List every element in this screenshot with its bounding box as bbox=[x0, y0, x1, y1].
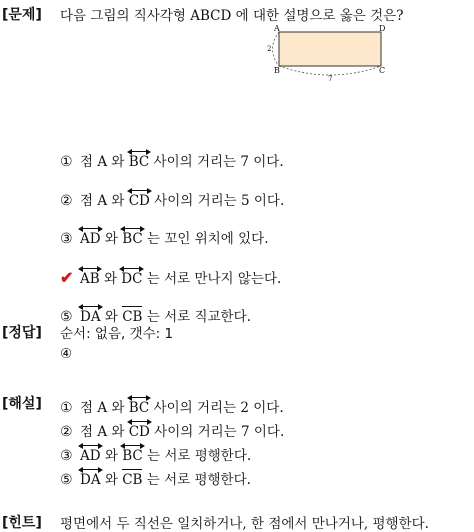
item-post: 는 서로 만나지 않는다. bbox=[142, 271, 282, 287]
item-post: 는 서로 평행한다. bbox=[142, 448, 252, 464]
segment-notation: DA bbox=[80, 472, 101, 488]
segment-notation: CB bbox=[122, 472, 142, 488]
left-side-arc bbox=[273, 32, 280, 66]
segment-notation: AD bbox=[80, 448, 101, 464]
item-mid: 사이의 거리는 2 이다. bbox=[149, 400, 284, 416]
segment-notation: BC bbox=[129, 154, 150, 170]
explanation-line bbox=[60, 468, 251, 488]
segment-notation: AB bbox=[80, 271, 100, 287]
item-marker: ② bbox=[60, 424, 73, 440]
hint-tag: [힌트] bbox=[2, 515, 42, 531]
rectangle-figure bbox=[260, 20, 390, 82]
vertex-b-label: B bbox=[274, 66, 280, 75]
explanation-line bbox=[60, 444, 251, 464]
explanation-line bbox=[60, 396, 284, 416]
item-marker: ⑤ bbox=[60, 309, 73, 325]
answer-tag: [정답] bbox=[2, 325, 42, 341]
segment-notation: AD bbox=[80, 231, 101, 247]
bottom-side-arc bbox=[279, 66, 381, 75]
item-marker: ⑤ bbox=[60, 472, 73, 488]
item-marker: ① bbox=[60, 400, 73, 416]
explanation-tag: [해설] bbox=[2, 396, 42, 412]
item-mid: 사이의 거리는 7 이다. bbox=[149, 424, 285, 440]
item-marker: ② bbox=[60, 193, 73, 209]
side-left-label: 2 bbox=[267, 45, 272, 53]
item-mid: 와 bbox=[100, 448, 123, 464]
item-pre: 점 A 와 bbox=[80, 400, 129, 416]
option-item[interactable] bbox=[60, 227, 269, 247]
item-mid: 와 bbox=[100, 231, 123, 247]
explanation-line bbox=[60, 420, 284, 440]
item-pre: 점 A 와 bbox=[80, 424, 129, 440]
hint-text: 평면에서 두 직선은 일치하거나, 한 점에서 만나거나, 평행한다. bbox=[60, 516, 429, 532]
item-mid: 와 bbox=[100, 309, 123, 325]
problem-tag: [문제] bbox=[2, 7, 42, 23]
option-item[interactable] bbox=[60, 267, 281, 287]
option-item[interactable] bbox=[60, 150, 284, 170]
check-icon: ✔ bbox=[60, 268, 74, 287]
item-marker: ③ bbox=[60, 231, 73, 247]
item-pre: 점 A 와 bbox=[80, 154, 129, 170]
item-post: 는 꼬인 위치에 있다. bbox=[142, 231, 269, 247]
segment-notation: CD bbox=[129, 424, 150, 440]
item-marker: ① bbox=[60, 154, 73, 170]
item-mid: 사이의 거리는 5 이다. bbox=[149, 193, 285, 209]
item-marker: ③ bbox=[60, 448, 73, 464]
answer-line2: ④ bbox=[60, 346, 73, 362]
option-item[interactable] bbox=[60, 189, 284, 209]
item-post: 는 서로 평행한다. bbox=[142, 472, 251, 488]
item-mid: 사이의 거리는 7 이다. bbox=[149, 154, 284, 170]
item-mid: 와 bbox=[100, 472, 123, 488]
vertex-d-label: D bbox=[379, 24, 386, 33]
rectangle-abcd bbox=[279, 32, 381, 66]
question-text: 다음 그림의 직사각형 ABCD 에 대한 설명으로 옳은 것은? bbox=[60, 8, 404, 24]
answer-line1: 순서: 없음, 갯수: 1 bbox=[60, 326, 174, 342]
side-bottom-label: 7 bbox=[328, 75, 333, 82]
item-mid: 와 bbox=[99, 271, 122, 287]
segment-notation: CD bbox=[129, 193, 150, 209]
segment-notation: DC bbox=[121, 271, 142, 287]
item-pre: 점 A 와 bbox=[80, 193, 129, 209]
segment-notation: BC bbox=[129, 400, 150, 416]
segment-notation: DA bbox=[80, 309, 101, 325]
segment-notation: CB bbox=[122, 309, 142, 325]
vertex-c-label: C bbox=[379, 66, 386, 75]
item-post: 는 서로 직교한다. bbox=[142, 309, 251, 325]
segment-notation: BC bbox=[122, 231, 143, 247]
segment-notation: BC bbox=[122, 448, 143, 464]
vertex-a-label: A bbox=[274, 24, 280, 33]
